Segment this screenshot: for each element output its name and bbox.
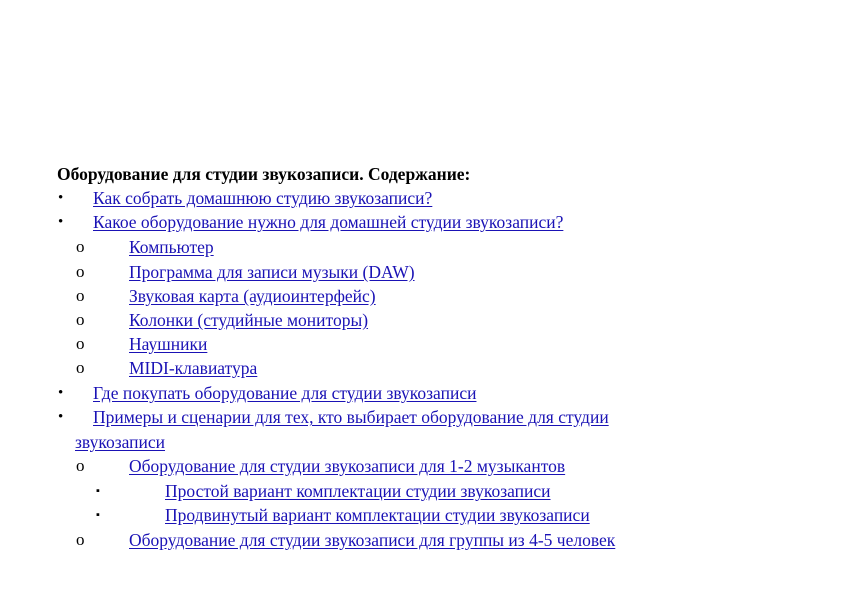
circle-marker-icon: o xyxy=(76,530,85,549)
circle-marker-icon: o xyxy=(76,262,85,281)
bullet-marker-icon: • xyxy=(58,385,64,401)
circle-marker-icon: o xyxy=(76,310,85,329)
toc-item-sound-card xyxy=(129,285,376,307)
toc-link-midi-keyboard[interactable]: MIDI-клавиатура xyxy=(129,358,258,378)
toc-item-equipment-needed xyxy=(93,211,563,233)
toc-link-computer[interactable]: Компьютер xyxy=(129,237,214,257)
circle-marker-icon: o xyxy=(76,358,85,377)
toc-link-equipment-1-2-musicians[interactable]: Оборудование для студии звукозаписи для 1-2 музыкантов xyxy=(129,456,566,476)
square-marker-icon: ▪ xyxy=(96,509,100,521)
bullet-marker-icon: • xyxy=(58,214,64,230)
toc-item-computer xyxy=(129,236,214,258)
circle-marker-icon: o xyxy=(76,286,85,305)
toc-item-headphones xyxy=(129,333,207,355)
toc-item-advanced-kit xyxy=(165,504,590,526)
toc-item-midi-keyboard xyxy=(129,357,257,379)
toc-link-examples-part1[interactable]: Примеры и сценарии для тех, кто выбирает оборудование для студии xyxy=(93,407,609,427)
toc-link-daw[interactable]: Программа для записи музыки (DAW) xyxy=(129,262,415,282)
toc-item-daw xyxy=(129,261,415,283)
toc-link-where-to-buy[interactable]: Где покупать оборудование для студии звукозаписи xyxy=(93,383,477,403)
toc-link-monitors[interactable]: Колонки (студийные мониторы) xyxy=(129,310,369,330)
toc-link-advanced-kit[interactable]: Продвинутый вариант комплектации студии звукозаписи xyxy=(165,505,590,525)
toc-item-examples-line1 xyxy=(93,406,609,428)
toc-title: Оборудование для студии звукозаписи. Содержание: xyxy=(57,164,471,184)
bullet-marker-icon: • xyxy=(58,409,64,425)
toc-item-equipment-1-2-musicians xyxy=(129,455,565,477)
toc-link-simple-kit[interactable]: Простой вариант комплектации студии звукозаписи xyxy=(165,481,551,501)
toc-link-sound-card[interactable]: Звуковая карта (аудиоинтерфейс) xyxy=(129,286,376,306)
bullet-marker-icon: • xyxy=(58,190,64,206)
toc-link-equipment-needed[interactable]: Какое оборудование нужно для домашней студии звукозаписи? xyxy=(93,212,564,232)
circle-marker-icon: o xyxy=(76,456,85,475)
circle-marker-icon: o xyxy=(76,334,85,353)
toc-item-build-home-studio xyxy=(93,187,432,209)
toc-item-examples-line2 xyxy=(75,431,165,453)
circle-marker-icon: o xyxy=(76,237,85,256)
toc-link-examples-part2[interactable]: звукозаписи xyxy=(75,432,166,452)
toc-link-equipment-band[interactable]: Оборудование для студии звукозаписи для группы из 4-5 человек xyxy=(129,530,616,550)
toc-item-monitors xyxy=(129,309,368,331)
toc-link-build-home-studio[interactable]: Как собрать домашнюю студию звукозаписи? xyxy=(93,188,433,208)
toc-item-equipment-band xyxy=(129,529,615,551)
toc-item-where-to-buy xyxy=(93,382,476,404)
square-marker-icon: ▪ xyxy=(96,485,100,497)
toc-item-simple-kit xyxy=(165,480,551,502)
toc-link-headphones[interactable]: Наушники xyxy=(129,334,208,354)
